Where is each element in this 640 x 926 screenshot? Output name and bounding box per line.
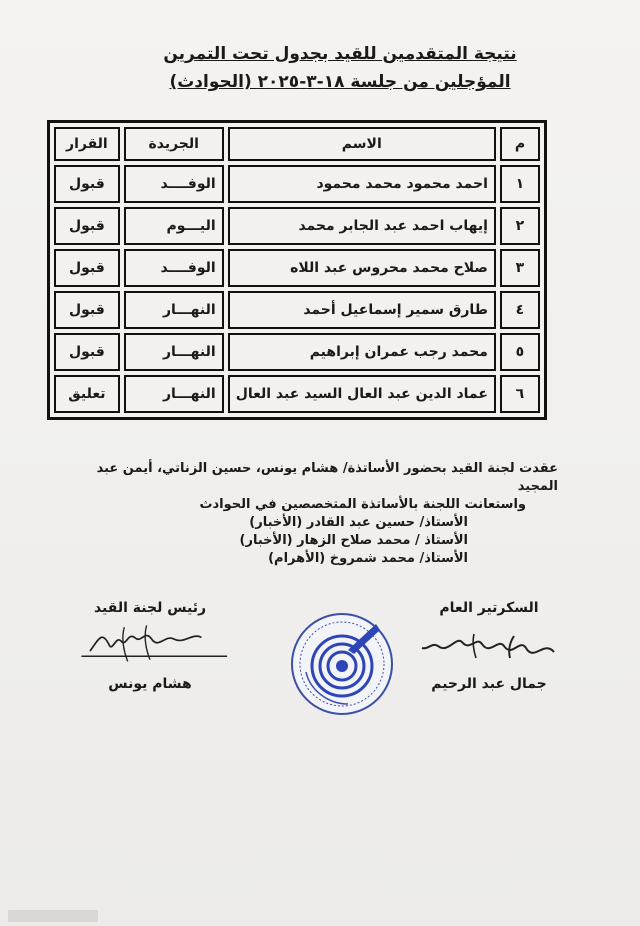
row-decision: قبول: [54, 291, 120, 329]
row-num: ٢: [500, 207, 540, 245]
row-name: عماد الدين عبد العال السيد عبد العال: [228, 375, 496, 413]
row-num: ٦: [500, 375, 540, 413]
committee-note: [78, 460, 558, 568]
row-paper: النهـــار: [124, 291, 224, 329]
header-num: م: [500, 127, 540, 161]
watermark-badge: [8, 910, 98, 922]
committee-head-title: رئيس لجنة القيد: [93, 600, 207, 616]
row-name: طارق سمير إسماعيل أحمد: [228, 291, 496, 329]
header-paper: الجريدة: [124, 127, 224, 161]
secretary-name: جمال عبد الرحيم: [431, 676, 547, 692]
row-name: إيهاب احمد عبد الجابر محمد: [228, 207, 496, 245]
row-num: ٣: [500, 249, 540, 287]
row-decision: قبول: [54, 333, 120, 371]
row-paper: اليـــوم: [124, 207, 224, 245]
heading-line-2: المؤجلين من جلسة ١٨-٣-٢٠٢٥ (الحوادث): [169, 72, 511, 92]
note-line-1: عقدت لجنة القيد بحضور الأساتذة/ هشام يونس، حسين الزناتي، أيمن عبد المجيد: [96, 461, 558, 494]
row-decision: قبول: [54, 207, 120, 245]
table-row: [54, 207, 540, 245]
note-line-2: واستعانت اللجنة بالأساتذة المتخصصين في الحوادث: [199, 497, 526, 512]
committee-head-name: هشام يونس: [108, 676, 192, 692]
row-paper: الوفــــد: [124, 165, 224, 203]
row-name: احمد محمود محمد محمود: [228, 165, 496, 203]
table-header-row: [54, 127, 540, 161]
row-name: محمد رجب عمران إبراهيم: [228, 333, 496, 371]
row-paper: النهـــار: [124, 333, 224, 371]
row-decision: قبول: [54, 249, 120, 287]
table-row: [54, 291, 540, 329]
syndicate-seal-icon: [288, 610, 396, 718]
row-paper: النهـــار: [124, 375, 224, 413]
results-table: [47, 120, 547, 420]
committee-head-signature-icon: [50, 622, 250, 670]
header-decision: القرار: [54, 127, 120, 161]
header-name: الاسم: [228, 127, 496, 161]
secretary-title: السكرتير العام: [439, 600, 539, 616]
committee-head-signature-block: [50, 600, 250, 692]
row-num: ٤: [500, 291, 540, 329]
note-line-3: الأستاذ/ حسين عبد القادر (الأخبار): [249, 515, 468, 530]
document-heading: [120, 40, 560, 96]
table-row: [54, 249, 540, 287]
row-name: صلاح محمد محروس عبد اللاه: [228, 249, 496, 287]
note-line-4: الأستاذ / محمد صلاح الزهار (الأخبار): [239, 533, 468, 548]
heading-line-1: نتيجة المتقدمين للقيد بجدول تحت التمرين: [163, 44, 517, 64]
table-row: [54, 375, 540, 413]
secretary-signature-block: [414, 600, 564, 692]
row-decision: تعليق: [54, 375, 120, 413]
table-row: [54, 165, 540, 203]
row-decision: قبول: [54, 165, 120, 203]
secretary-signature-icon: [414, 622, 564, 670]
note-line-5: الأستاذ/ محمد شمروخ (الأهرام): [268, 551, 468, 566]
row-paper: الوفــــد: [124, 249, 224, 287]
table-row: [54, 333, 540, 371]
row-num: ١: [500, 165, 540, 203]
row-num: ٥: [500, 333, 540, 371]
